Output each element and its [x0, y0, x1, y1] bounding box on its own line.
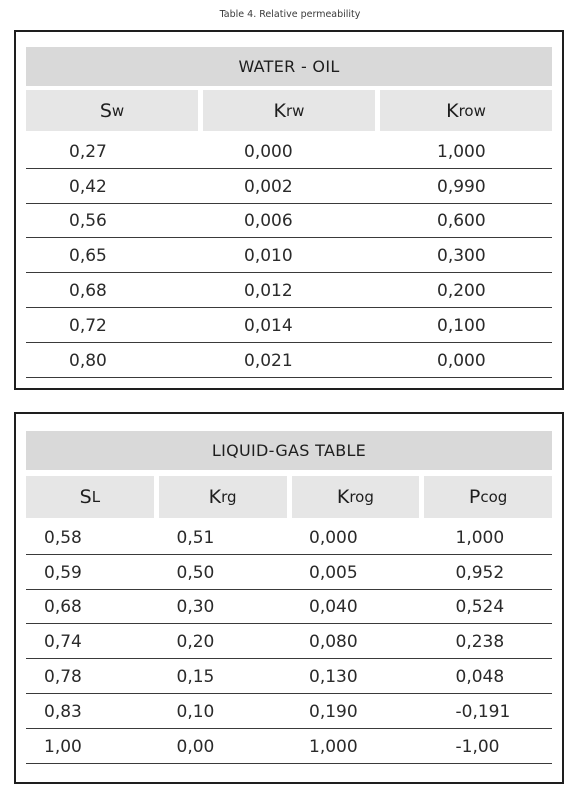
table-cell: 0,65 — [69, 246, 107, 267]
table-row — [26, 169, 552, 204]
table-cell: 0,000 — [437, 350, 486, 371]
table-cell: 0,005 — [309, 562, 358, 583]
table-cell: 0,200 — [437, 281, 486, 302]
table-cell: 1,000 — [437, 141, 486, 162]
water-oil-title: WATER - OIL — [26, 47, 552, 86]
water-oil-header-row — [26, 90, 552, 131]
table-row — [26, 204, 552, 239]
liquid-gas-rows — [26, 520, 552, 764]
table-row — [26, 590, 552, 625]
liquid-gas-header-row — [26, 476, 552, 518]
table-row — [26, 659, 552, 694]
table-cell: 0,58 — [44, 527, 82, 548]
water-oil-rows — [26, 134, 552, 378]
table-cell: 0,021 — [244, 350, 293, 371]
table-row — [26, 555, 552, 590]
table-cell: 0,80 — [69, 350, 107, 371]
header-pcog: P cog — [424, 476, 552, 518]
water-oil-table — [14, 30, 564, 390]
table-cell: 0,83 — [44, 701, 82, 722]
table-cell: 0,50 — [176, 562, 215, 583]
table-cell: 0,600 — [437, 211, 486, 232]
table-row — [26, 308, 552, 343]
table-cell: 0,014 — [244, 315, 293, 336]
table-cell: 0,10 — [176, 701, 215, 722]
table-cell: 0,56 — [69, 211, 107, 232]
table-cell: 0,30 — [176, 597, 215, 618]
header-sl: S L — [26, 476, 154, 518]
table-cell: 0,100 — [437, 315, 486, 336]
table-cell: 0,72 — [69, 315, 107, 336]
table-cell: 0,010 — [244, 246, 293, 267]
table-cell: 0,952 — [455, 562, 505, 583]
header-krg: K rg — [159, 476, 287, 518]
table-cell: 0,78 — [44, 667, 82, 688]
table-cell: 0,15 — [176, 667, 215, 688]
table-row — [26, 343, 552, 378]
table-row — [26, 624, 552, 659]
header-krog: K rog — [292, 476, 420, 518]
table-cell: 0,040 — [309, 597, 358, 618]
table-cell: 0,130 — [309, 667, 358, 688]
table-row — [26, 694, 552, 729]
table-cell: 0,006 — [244, 211, 293, 232]
table-cell: 0,74 — [44, 632, 82, 653]
table-cell: -1,00 — [455, 736, 500, 757]
table-row — [26, 238, 552, 273]
header-sw: S w — [26, 90, 198, 131]
table-cell: 0,000 — [244, 141, 293, 162]
table-cell: 0,300 — [437, 246, 486, 267]
table-cell: 0,080 — [309, 632, 358, 653]
table-cell: 0,42 — [69, 176, 107, 197]
table-cell: 0,27 — [69, 141, 107, 162]
table-cell: 0,990 — [437, 176, 486, 197]
table-row — [26, 134, 552, 169]
table-cell: 0,012 — [244, 281, 293, 302]
table-cell: 0,00 — [176, 736, 215, 757]
table-cell: 1,000 — [455, 527, 505, 548]
table-cell: -0,191 — [455, 701, 511, 722]
table-cell: 0,524 — [455, 597, 505, 618]
header-krow: K row — [380, 90, 552, 131]
table-cell: 0,002 — [244, 176, 293, 197]
table-cell: 0,59 — [44, 562, 82, 583]
liquid-gas-title: LIQUID-GAS TABLE — [26, 431, 552, 470]
table-cell: 0,000 — [309, 527, 358, 548]
table-row — [26, 729, 552, 764]
table-cell: 1,00 — [44, 736, 82, 757]
table-cell: 0,68 — [44, 597, 82, 618]
table-cell: 0,51 — [176, 527, 215, 548]
table-cell: 0,20 — [176, 632, 215, 653]
table-cell: 0,238 — [455, 632, 505, 653]
table-cell: 0,190 — [309, 701, 358, 722]
header-krw: K rw — [203, 90, 375, 131]
table-row — [26, 520, 552, 555]
table-caption: Table 4. Relative permeability — [219, 9, 361, 20]
table-cell: 1,000 — [309, 736, 358, 757]
table-cell: 0,048 — [455, 667, 505, 688]
table-row — [26, 273, 552, 308]
liquid-gas-table — [14, 412, 564, 784]
table-cell: 0,68 — [69, 281, 107, 302]
